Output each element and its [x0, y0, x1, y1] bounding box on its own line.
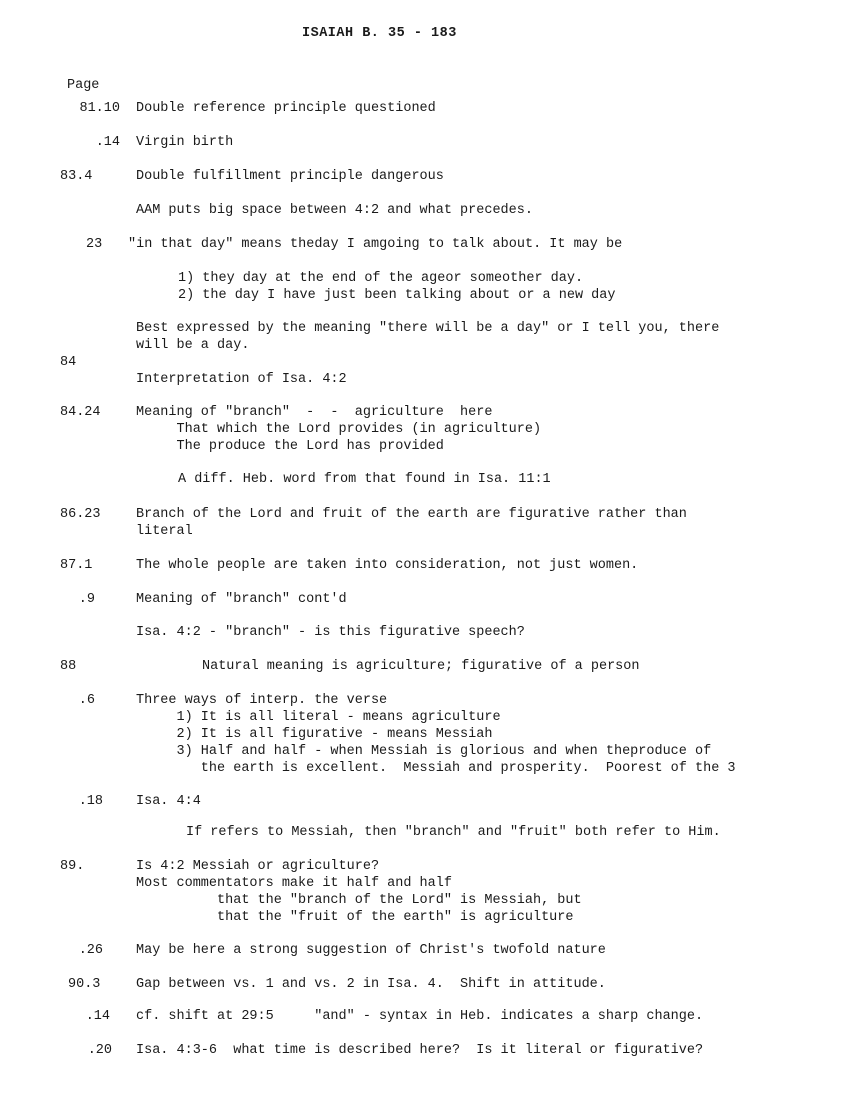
page-ref: .14	[85, 1009, 110, 1024]
page-ref: .26	[78, 943, 103, 958]
note-line: Natural meaning is agriculture; figurative of a person	[202, 659, 640, 674]
note-line: cf. shift at 29:5 "and" - syntax in Heb. indicates a sharp change.	[136, 1009, 704, 1024]
note-line: 2) It is all figurative - means Messiah	[136, 727, 493, 742]
note-line: 3) Half and half - when Messiah is glorious and when theproduce of	[136, 744, 712, 759]
page-ref: 84.24	[60, 405, 101, 420]
note-line: Meaning of "branch" cont'd	[136, 592, 347, 607]
note-line: The whole people are taken into consideration, not just women.	[136, 558, 639, 573]
note-line: AAM puts big space between 4:2 and what precedes.	[136, 203, 533, 218]
note-line: literal	[136, 524, 193, 539]
note-line: Best expressed by the meaning "there will be a day" or I tell you, there	[136, 321, 720, 336]
note-line: May be here a strong suggestion of Christ's twofold nature	[136, 943, 606, 958]
note-line: that the "branch of the Lord" is Messiah, but	[136, 893, 582, 908]
page-ref: .18	[78, 794, 103, 809]
page-column-label: Page	[67, 78, 100, 93]
note-line: That which the Lord provides (in agriculture)	[136, 422, 542, 437]
page-ref: .6	[78, 693, 95, 708]
note-line: Double reference principle questioned	[136, 101, 436, 116]
note-line: Gap between vs. 1 and vs. 2 in Isa. 4. Shift in attitude.	[136, 977, 606, 992]
note-line: Is 4:2 Messiah or agriculture?	[136, 859, 380, 874]
page-ref: 86.23	[60, 507, 101, 522]
page-ref: .9	[78, 592, 95, 607]
note-line: Three ways of interp. the verse	[136, 693, 388, 708]
page-ref: 23	[86, 237, 103, 252]
page-ref: 88	[60, 659, 77, 674]
page-ref: 90.3	[68, 977, 101, 992]
note-line: the earth is excellent. Messiah and prosperity. Poorest of the 3	[136, 761, 736, 776]
note-line: Isa. 4:4	[136, 794, 201, 809]
note-line: If refers to Messiah, then "branch" and "fruit" both refer to Him.	[186, 825, 721, 840]
note-line: 1) they day at the end of the ageor someother day.	[178, 271, 584, 286]
page-ref: 84	[60, 355, 77, 370]
page-ref: 89.	[60, 859, 85, 874]
note-line: Branch of the Lord and fruit of the earth are figurative rather than	[136, 507, 687, 522]
note-line: Interpretation of Isa. 4:2	[136, 372, 347, 387]
note-line: Meaning of "branch" - - agriculture here	[136, 405, 493, 420]
page-ref: 87.1	[60, 558, 93, 573]
note-line: Isa. 4:3-6 what time is described here? Is it literal or figurative?	[136, 1043, 704, 1058]
page-ref: .14	[95, 135, 120, 150]
note-line: "in that day" means theday I amgoing to talk about. It may be	[128, 237, 623, 252]
note-line: will be a day.	[136, 338, 250, 353]
page-ref: .20	[87, 1043, 112, 1058]
note-line: 2) the day I have just been talking about or a new day	[178, 288, 616, 303]
page-ref: 81.10	[79, 101, 120, 116]
note-line: Double fulfillment principle dangerous	[136, 169, 444, 184]
note-line: The produce the Lord has provided	[136, 439, 444, 454]
note-line: Isa. 4:2 - "branch" - is this figurative speech?	[136, 625, 525, 640]
note-line: A diff. Heb. word from that found in Isa. 11:1	[178, 472, 551, 487]
page-ref: 83.4	[60, 169, 93, 184]
note-line: 1) It is all literal - means agriculture	[136, 710, 501, 725]
note-line: Most commentators make it half and half	[136, 876, 452, 891]
note-line: that the "fruit of the earth" is agriculture	[136, 910, 574, 925]
note-line: Virgin birth	[136, 135, 234, 150]
page-title: ISAIAH B. 35 - 183	[302, 26, 457, 41]
